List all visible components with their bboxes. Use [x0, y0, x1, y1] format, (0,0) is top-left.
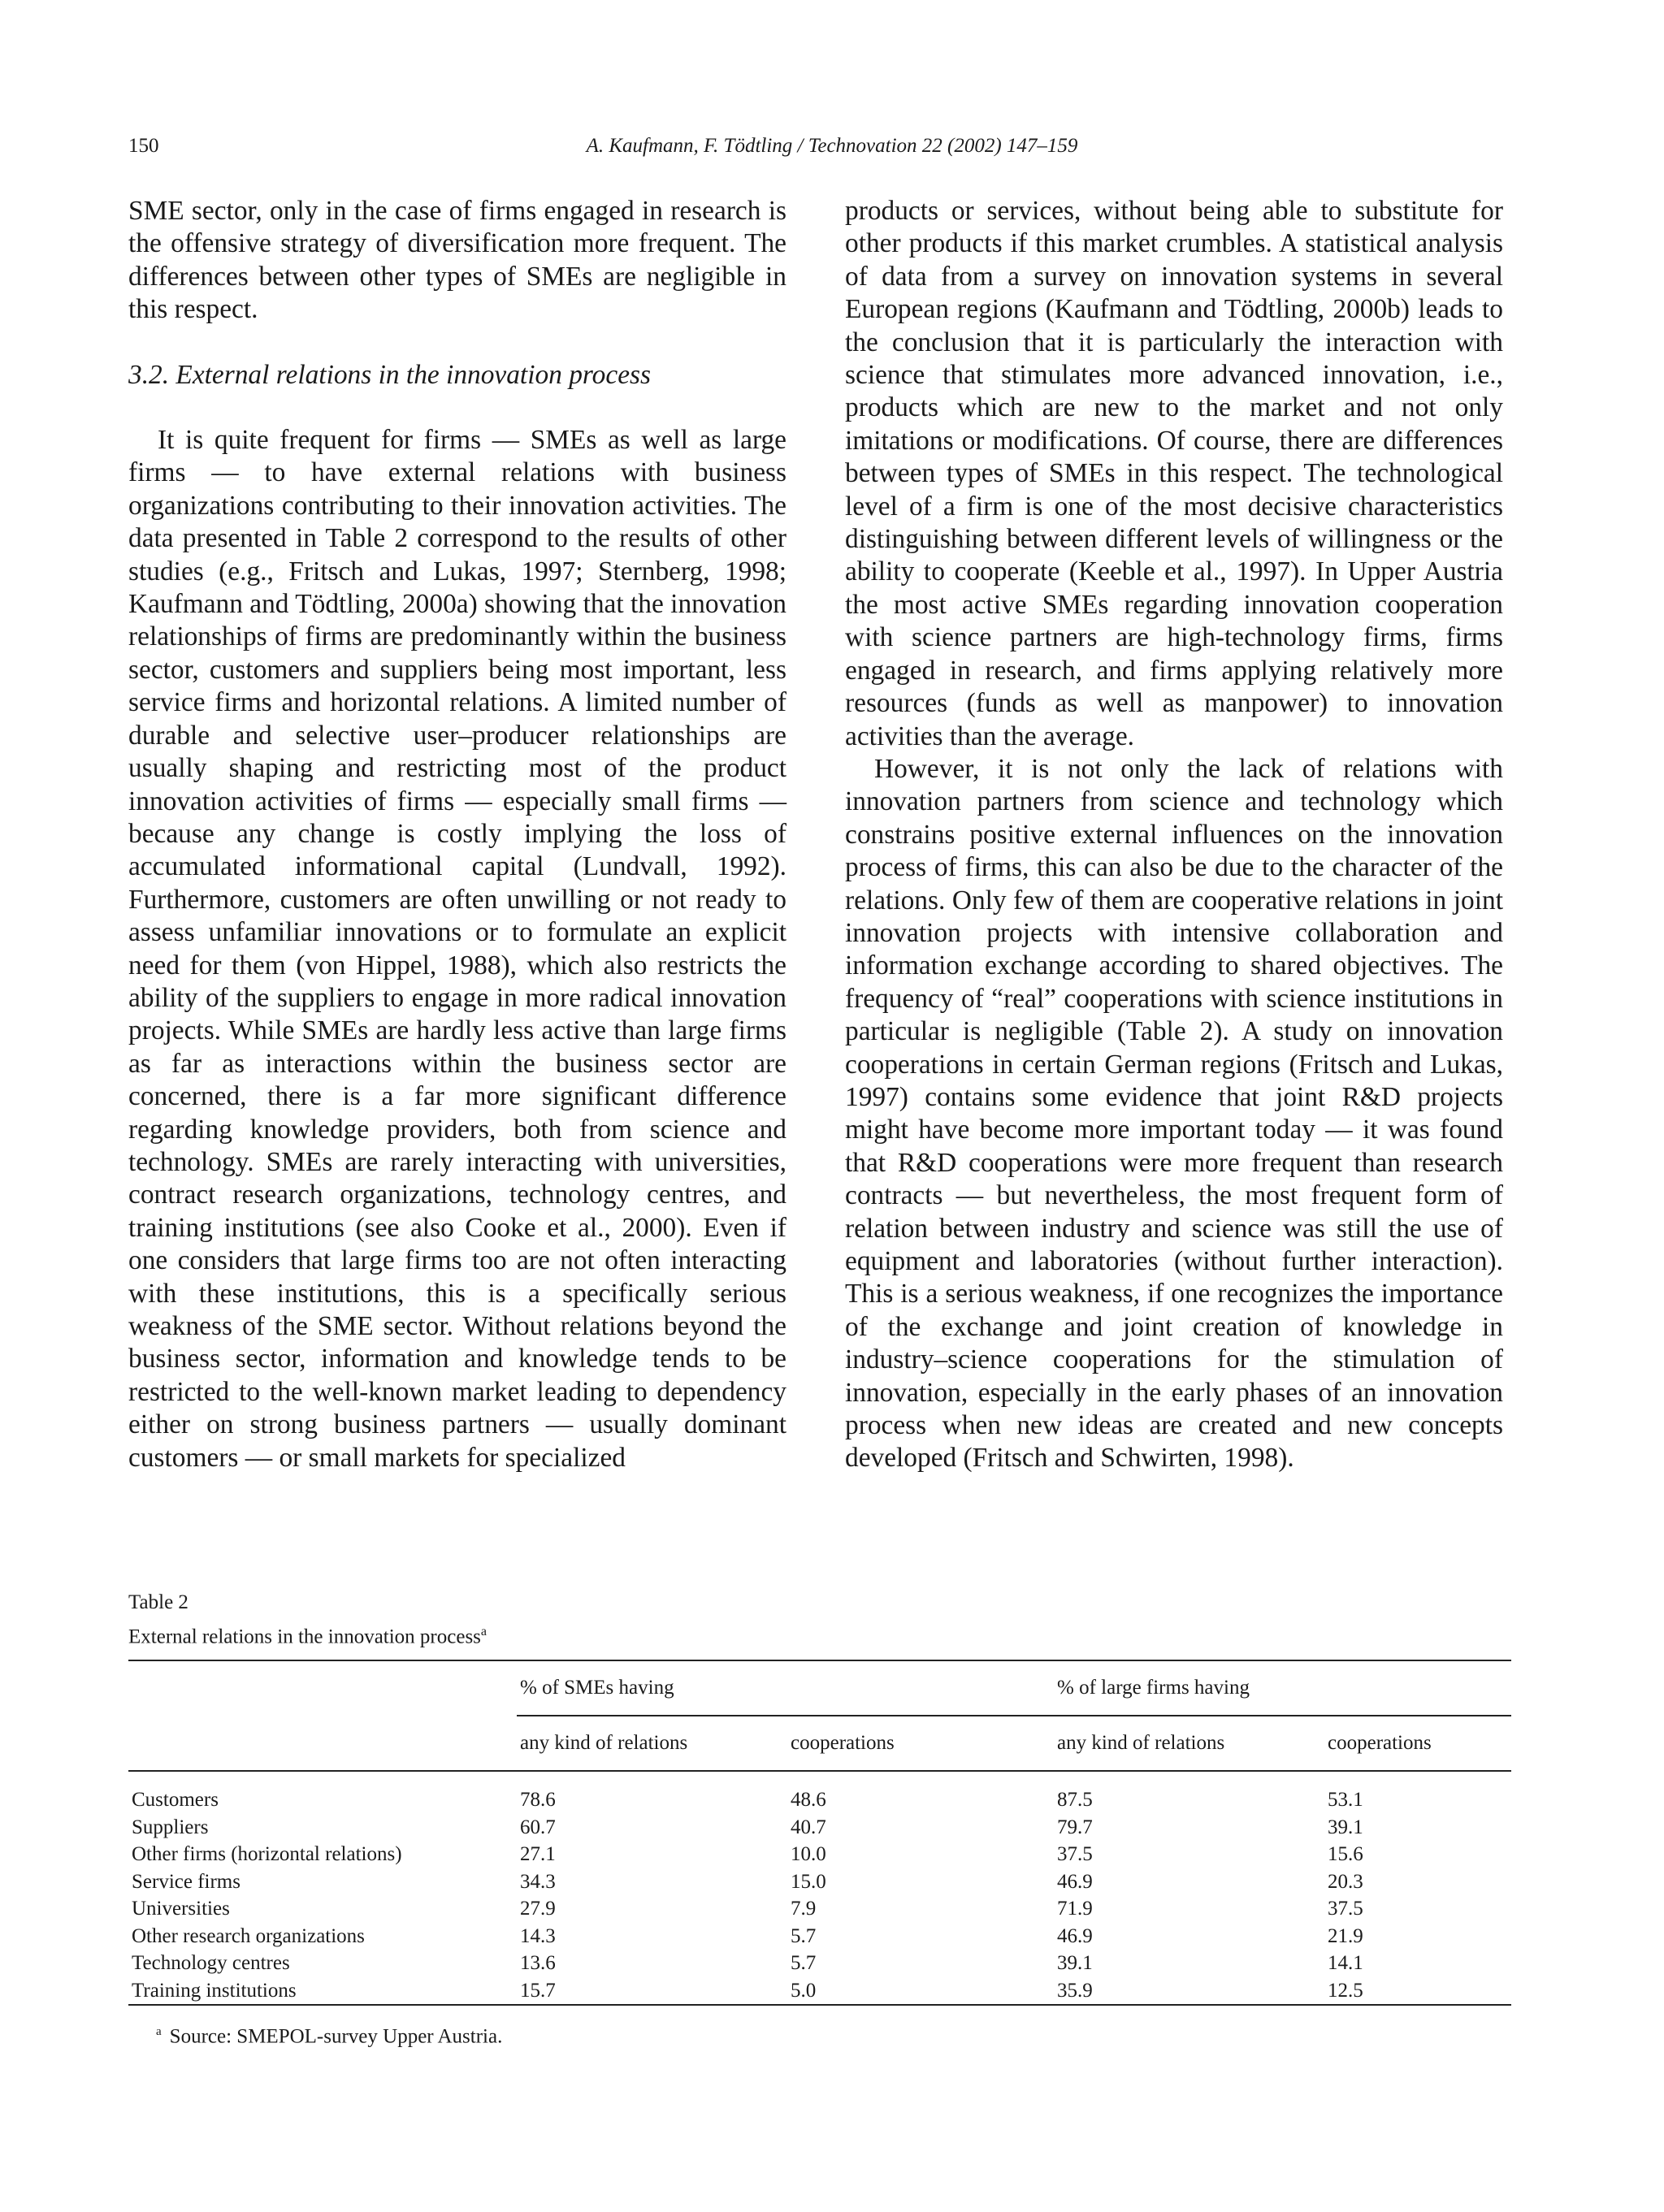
- running-head: [128, 135, 1536, 167]
- table-row: [128, 1923, 1511, 1950]
- table-cell: 10.0: [791, 1843, 826, 1866]
- page-number: 150: [128, 135, 159, 157]
- paragraph: products or services, without being able to substitute for other products if this market crumbles. A statistical analysis of data from a survey on innovation systems in several European regions (Kaufmann and Tödtling, 2000b) leads to the conclusion that it is particularly the interaction with science that stimulates more advanced innovation, i.e., products which are new to the market and not only imitations or modifications. Of course, there are differences between types of SMEs in this respect. The technological level of a firm is one of the most decisive characteristics distinguishing between different levels of willingness or the ability to cooperate (Keeble et al., 1997). In Upper Austria the most active SMEs regarding innovation cooperation with science partners are high-technology firms, firms engaged in research, and firms applying relatively more resources (funds as well as manpower) to innovation activities than the average.: [845, 196, 1503, 751]
- journal-citation: A. Kaufmann, F. Tödtling / Technovation 22 (2002) 147–159: [586, 135, 1078, 157]
- paragraph: However, it is not only the lack of relations with innovation partners from science and technology which constrains positive external influences on the innovation process of firms, this can also be due to the character of the relations. Only few of them are cooperative relations in joint innovation projects with intensive collaboration and information exchange according to shared objectives. The frequency of “real” cooperations with science institutions in particular is negligible (Table 2). A study on innovation cooperations in certain German regions (Fritsch and Lukas, 1997) contains some evidence that joint R&D projects might have become more important today — it was found that R&D cooperations were more frequent than research contracts — but nevertheless, the most frequent form of relation between industry and science was still the use of equipment and laboratories (without further interaction). This is a serious weakness, if one recognizes the importance of the exchange and joint creation of knowledge in industry–science cooperations for the stimulation of innovation, especially in the early phases of an innovation process when new ideas are created and new concepts developed (Fritsch and Schwirten, 1998).: [845, 753, 1503, 1474]
- row-label: Other firms (horizontal relations): [132, 1843, 402, 1866]
- table-stub-subheader: [128, 1716, 517, 1771]
- table-cell: 20.3: [1328, 1870, 1363, 1893]
- table-cell: 46.9: [1057, 1870, 1093, 1893]
- row-label: Suppliers: [132, 1816, 209, 1838]
- footnote-mark: a: [156, 2025, 162, 2039]
- table-row: [128, 1841, 1511, 1868]
- table-cell: 60.7: [520, 1816, 556, 1838]
- table-title: [128, 1617, 1511, 1651]
- footnote-text: Source: SMEPOL-survey Upper Austria.: [169, 2025, 503, 2048]
- paragraph: It is quite frequent for firms — SMEs as well as large firms — to have external relations with business organizations contributing to their innovation activities. The data presented in Table 2 correspond to the results of other studies (e.g., Fritsch and Lukas, 1997; Sternberg, 1998; Kaufmann and Tödtling, 2000a) showing that the innovation relationships of firms are predominantly within the business sector, customers and suppliers being most important, less service firms and horizontal relations. A limited number of durable and selective user–producer relationships are usually shaping and restricting most of the product innovation activities of firms — especially small firms — because any change is costly implying the loss of accumulated informational capital (Lundvall, 1992). Furthermore, customers are often unwilling or not ready to assess unfamiliar innovations or to formulate an explicit need for them (von Hippel, 1988), which also restricts the ability of the suppliers to engage in more radical innovation projects. While SMEs are hardly less active than large firms as far as interactions within the business sector are concerned, there is a far more significant difference regarding knowledge providers, both from science and technology. SMEs are rarely interacting with universities, contract research organizations, technology centres, and training institutions (see also Cooke et al., 2000). Even if one considers that large firms too are not often interacting with these institutions, this is a specifically serious weakness of the SME sector. Without relations beyond the business sector, information and knowledge tends to be restricted to the well-known market leading to dependency either on strong business partners — usually dominant customers — or small markets for specialized: [128, 425, 786, 1473]
- row-label: Customers: [132, 1789, 219, 1812]
- table-cell: 5.0: [787, 1977, 1054, 2006]
- sub-header-row: [128, 1716, 1511, 1771]
- column-header: cooperations: [787, 1716, 1054, 1771]
- row-label: Service firms: [132, 1870, 240, 1893]
- table-cell: 37.5: [1328, 1898, 1363, 1920]
- group-header-large-firms: % of large firms having: [1054, 1660, 1511, 1716]
- row-label: Training institutions: [128, 1977, 517, 2006]
- table-cell: 53.1: [1328, 1789, 1363, 1812]
- right-column: [845, 195, 1503, 1475]
- section-heading: 3.2. External relations in the innovation process: [128, 359, 651, 390]
- table-cell: 21.9: [1328, 1924, 1363, 1947]
- group-header-row: [128, 1660, 1511, 1716]
- left-column: [128, 195, 786, 1474]
- row-label: Other research organizations: [132, 1924, 365, 1947]
- table-cell: 7.9: [791, 1898, 817, 1920]
- table-cell: 39.1: [1057, 1952, 1093, 1975]
- table-cell: 13.6: [520, 1952, 556, 1975]
- column-header: any kind of relations: [517, 1716, 787, 1771]
- table-title-text: External relations in the innovation process: [128, 1625, 481, 1648]
- table-row: [128, 1895, 1511, 1923]
- table-footnote: [128, 2025, 1511, 2048]
- table-cell: 15.6: [1328, 1843, 1363, 1866]
- table-cell: 35.9: [1054, 1977, 1324, 2006]
- table-2: [128, 1588, 1511, 2049]
- table-cell: 14.1: [1328, 1952, 1363, 1975]
- table-cell: 46.9: [1057, 1924, 1093, 1947]
- table-cell: 78.6: [520, 1789, 556, 1812]
- table-cell: 5.7: [791, 1952, 817, 1975]
- table-cell: 87.5: [1057, 1789, 1093, 1812]
- data-table: [128, 1660, 1511, 2006]
- table-cell: 79.7: [1057, 1816, 1093, 1838]
- table-label: Table 2: [128, 1591, 188, 1613]
- table-cell: 48.6: [791, 1789, 826, 1812]
- table-caption: [128, 1588, 1511, 1651]
- table-stub-header: [128, 1660, 517, 1716]
- table-spacer: [128, 1771, 1511, 1786]
- table-cell: 40.7: [791, 1816, 826, 1838]
- table-cell: 12.5: [1324, 1977, 1511, 2006]
- table-cell: 15.7: [517, 1977, 787, 2006]
- table-cell: 15.0: [791, 1870, 826, 1893]
- table-cell: 27.1: [520, 1843, 556, 1866]
- table-row: [128, 1950, 1511, 1977]
- table-cell: 34.3: [520, 1870, 556, 1893]
- group-header-smes: % of SMEs having: [517, 1660, 1054, 1716]
- table-row: [128, 1786, 1511, 1814]
- table-cell: 37.5: [1057, 1843, 1093, 1866]
- table-cell: 14.3: [520, 1924, 556, 1947]
- row-label: Technology centres: [132, 1952, 290, 1975]
- table-row: [128, 1814, 1511, 1842]
- row-label: Universities: [132, 1898, 230, 1920]
- table-row: [128, 1977, 1511, 2006]
- table-cell: 71.9: [1057, 1898, 1093, 1920]
- column-header: cooperations: [1324, 1716, 1511, 1771]
- column-header: any kind of relations: [1054, 1716, 1324, 1771]
- table-footnote-mark: a: [480, 1625, 488, 1638]
- table-cell: 5.7: [791, 1924, 817, 1947]
- table-row: [128, 1868, 1511, 1896]
- table-cell: 39.1: [1328, 1816, 1363, 1838]
- table-cell: 27.9: [520, 1898, 556, 1920]
- paragraph: SME sector, only in the case of firms engaged in research is the offensive strategy of diversification more frequent. The differences between other types of SMEs are negligible in this respect.: [128, 196, 786, 325]
